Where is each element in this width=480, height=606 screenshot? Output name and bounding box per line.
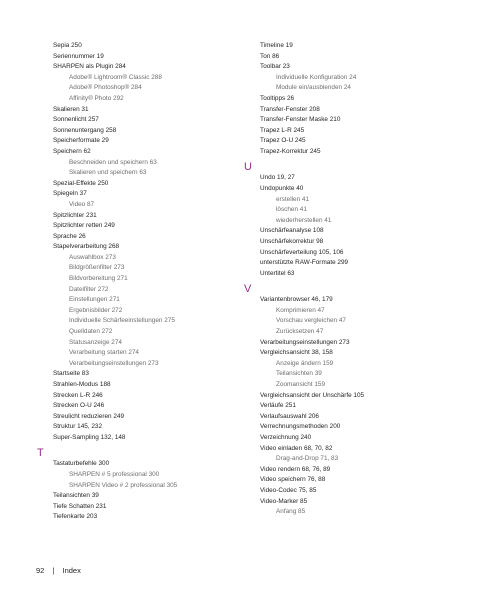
index-entry: Verrechnungsmethoden 200 [260, 423, 341, 431]
index-subentry: Dateifilter 272 [69, 285, 109, 293]
index-entry: Strecken O-U 246 [53, 402, 105, 410]
index-entry: Spezial-Effekte 250 [53, 179, 109, 187]
index-entry: Sprache 26 [53, 232, 86, 240]
index-entry: Unschärfeverteilung 105, 106 [260, 248, 344, 256]
index-entry: Undopunkte 40 [260, 185, 304, 193]
index-subentry: löschen 41 [276, 206, 307, 214]
index-subentry: Anzeige ändern 159 [276, 359, 334, 367]
index-entry: Strecken L-R 246 [53, 391, 103, 399]
index-entry: Vergleichsansicht der Unschärfe 105 [260, 391, 365, 399]
index-entry: Spitzlichter retten 249 [53, 222, 115, 230]
index-subentry: Statusanzeige 274 [69, 338, 122, 346]
index-subentry: wiederherstellen 41 [276, 216, 332, 224]
index-subentry: Vorschau vergleichen 47 [276, 317, 346, 325]
index-subentry: Skalieren und speichern 63 [69, 169, 147, 177]
index-subentry: Auswahlbox 273 [69, 253, 116, 261]
index-entry: Video speichern 76, 88 [260, 476, 326, 484]
index-entry: Speichern 62 [53, 147, 91, 155]
index-subentry: SHARPEN Video # 2 professional 305 [69, 481, 178, 489]
index-entry: Verläufe 251 [260, 402, 296, 410]
index-entry: Video rendern 68, 76, 89 [260, 465, 331, 473]
index-entry: Super-Sampling 132, 148 [53, 433, 126, 441]
section-letter: V [244, 283, 252, 296]
index-subentry: Adobe® Photoshop® 284 [69, 84, 142, 92]
index-entry: Stapelverarbeitung 268 [53, 243, 120, 251]
index-entry: Trapez L-R 245 [260, 126, 305, 134]
index-entry: Seriennummer 19 [53, 52, 104, 60]
section-letter: U [244, 161, 252, 174]
index-subentry: Quelldaten 272 [69, 328, 113, 336]
index-subentry: Bildgrößenfilter 273 [69, 264, 125, 272]
index-subentry: SHARPEN # 5 professional 300 [69, 471, 160, 479]
index-entry: Variantenbrowser 46, 179 [260, 296, 333, 304]
index-entry: Tiefenkarte 203 [53, 513, 98, 521]
footer-separator: | [52, 566, 55, 575]
index-entry: Ton 86 [260, 52, 280, 60]
index-entry: Speicherformate 29 [53, 137, 109, 145]
index-column-right [244, 41, 460, 518]
index-entry: Unschärfeanalyse 108 [260, 227, 324, 235]
index-entry: Skalieren 31 [53, 105, 89, 113]
index-entry: Verarbeitungseinstellungen 273 [260, 338, 350, 346]
index-entry: Sepia 250 [53, 42, 82, 49]
index-subentry: Module ein/ausblenden 24 [276, 84, 351, 92]
index-subentry: Video 87 [69, 200, 95, 208]
index-entry: Tooltipps 26 [260, 94, 295, 102]
index-subentry: Beschneiden und speichern 63 [69, 158, 157, 166]
index-subentry: Bildvorbereitung 271 [69, 275, 128, 283]
index-entry: Toolbar 23 [260, 63, 290, 71]
section-name: Index [62, 566, 81, 575]
index-subentry: Ergebnisbilder 272 [69, 306, 123, 314]
index-entry: unterstützte RAW-Formate 299 [260, 259, 349, 267]
index-subentry: Verarbeitung starten 274 [69, 349, 139, 357]
index-entry: Streulicht reduzieren 249 [53, 412, 125, 420]
index-entry: Trapez-Korrektur 245 [260, 147, 321, 155]
index-subentry: erstellen 41 [276, 195, 310, 203]
index-subentry: Anfang 85 [276, 508, 306, 516]
index-entry: Sonnenlicht 257 [53, 116, 99, 124]
page-number: 92 [36, 566, 45, 575]
index-subentry: Drag-and-Drop 71, 83 [276, 455, 339, 463]
page-footer [36, 566, 81, 575]
index-entry: Startseite 83 [53, 370, 89, 378]
index-entry: Spiegeln 37 [53, 190, 87, 198]
index-subentry: Adobe® Lightroom® Classic 288 [69, 73, 162, 81]
index-subentry: Komprimieren 47 [276, 306, 325, 314]
index-entry: Spitzlichter 231 [53, 211, 97, 219]
section-letter: T [37, 447, 44, 460]
index-entry: Teilansichten 39 [53, 492, 99, 500]
index-entry: Verzeichnung 240 [260, 433, 312, 441]
index-subentry: Einstellungen 271 [69, 296, 120, 304]
index-entry: Sonnenuntergang 258 [53, 126, 117, 134]
index-entry: Strahlen-Modus 188 [53, 381, 111, 388]
index-entry: Tiefe Schatten 231 [53, 502, 107, 510]
index-subentry: Affinity® Photo 292 [69, 94, 124, 102]
index-subentry: Zurücksetzen 47 [276, 328, 324, 336]
index-subentry: Zoomansicht 159 [276, 381, 326, 388]
index-column-left [37, 41, 253, 523]
index-entry: Struktur 145, 232 [53, 423, 103, 431]
index-entry: Transfer-Fenster 208 [260, 105, 320, 113]
index-entry: Verlaufsauswahl 206 [260, 412, 319, 420]
index-entry: Timeline 19 [260, 42, 293, 49]
index-entry: Transfer-Fenster Maske 210 [260, 116, 341, 124]
index-entry: Undo 19, 27 [260, 174, 295, 182]
index-entry: SHARPEN als Plugin 284 [53, 63, 126, 71]
index-entry: Trapez O-U 245 [260, 137, 306, 145]
index-subentry: Individuelle Schärfeeinstellungen 275 [69, 317, 175, 325]
index-entry: Vergleichsansicht 38, 158 [260, 349, 333, 357]
index-entry: Untertitel 63 [260, 269, 295, 277]
index-entry: Video-Marker 85 [260, 497, 308, 505]
index-entry: Video-Codec 75, 85 [260, 486, 317, 494]
index-entry: Unschärfekorrektur 98 [260, 237, 324, 245]
index-subentry: Individuelle Konfiguration 24 [276, 73, 357, 81]
index-entry: Video einladen 68, 70, 82 [260, 444, 333, 452]
index-subentry: Verarbeitungseinstellungen 273 [69, 359, 159, 367]
index-subentry: Teilansichten 39 [276, 370, 322, 378]
index-entry: Tastaturbefehle 300 [53, 460, 110, 468]
